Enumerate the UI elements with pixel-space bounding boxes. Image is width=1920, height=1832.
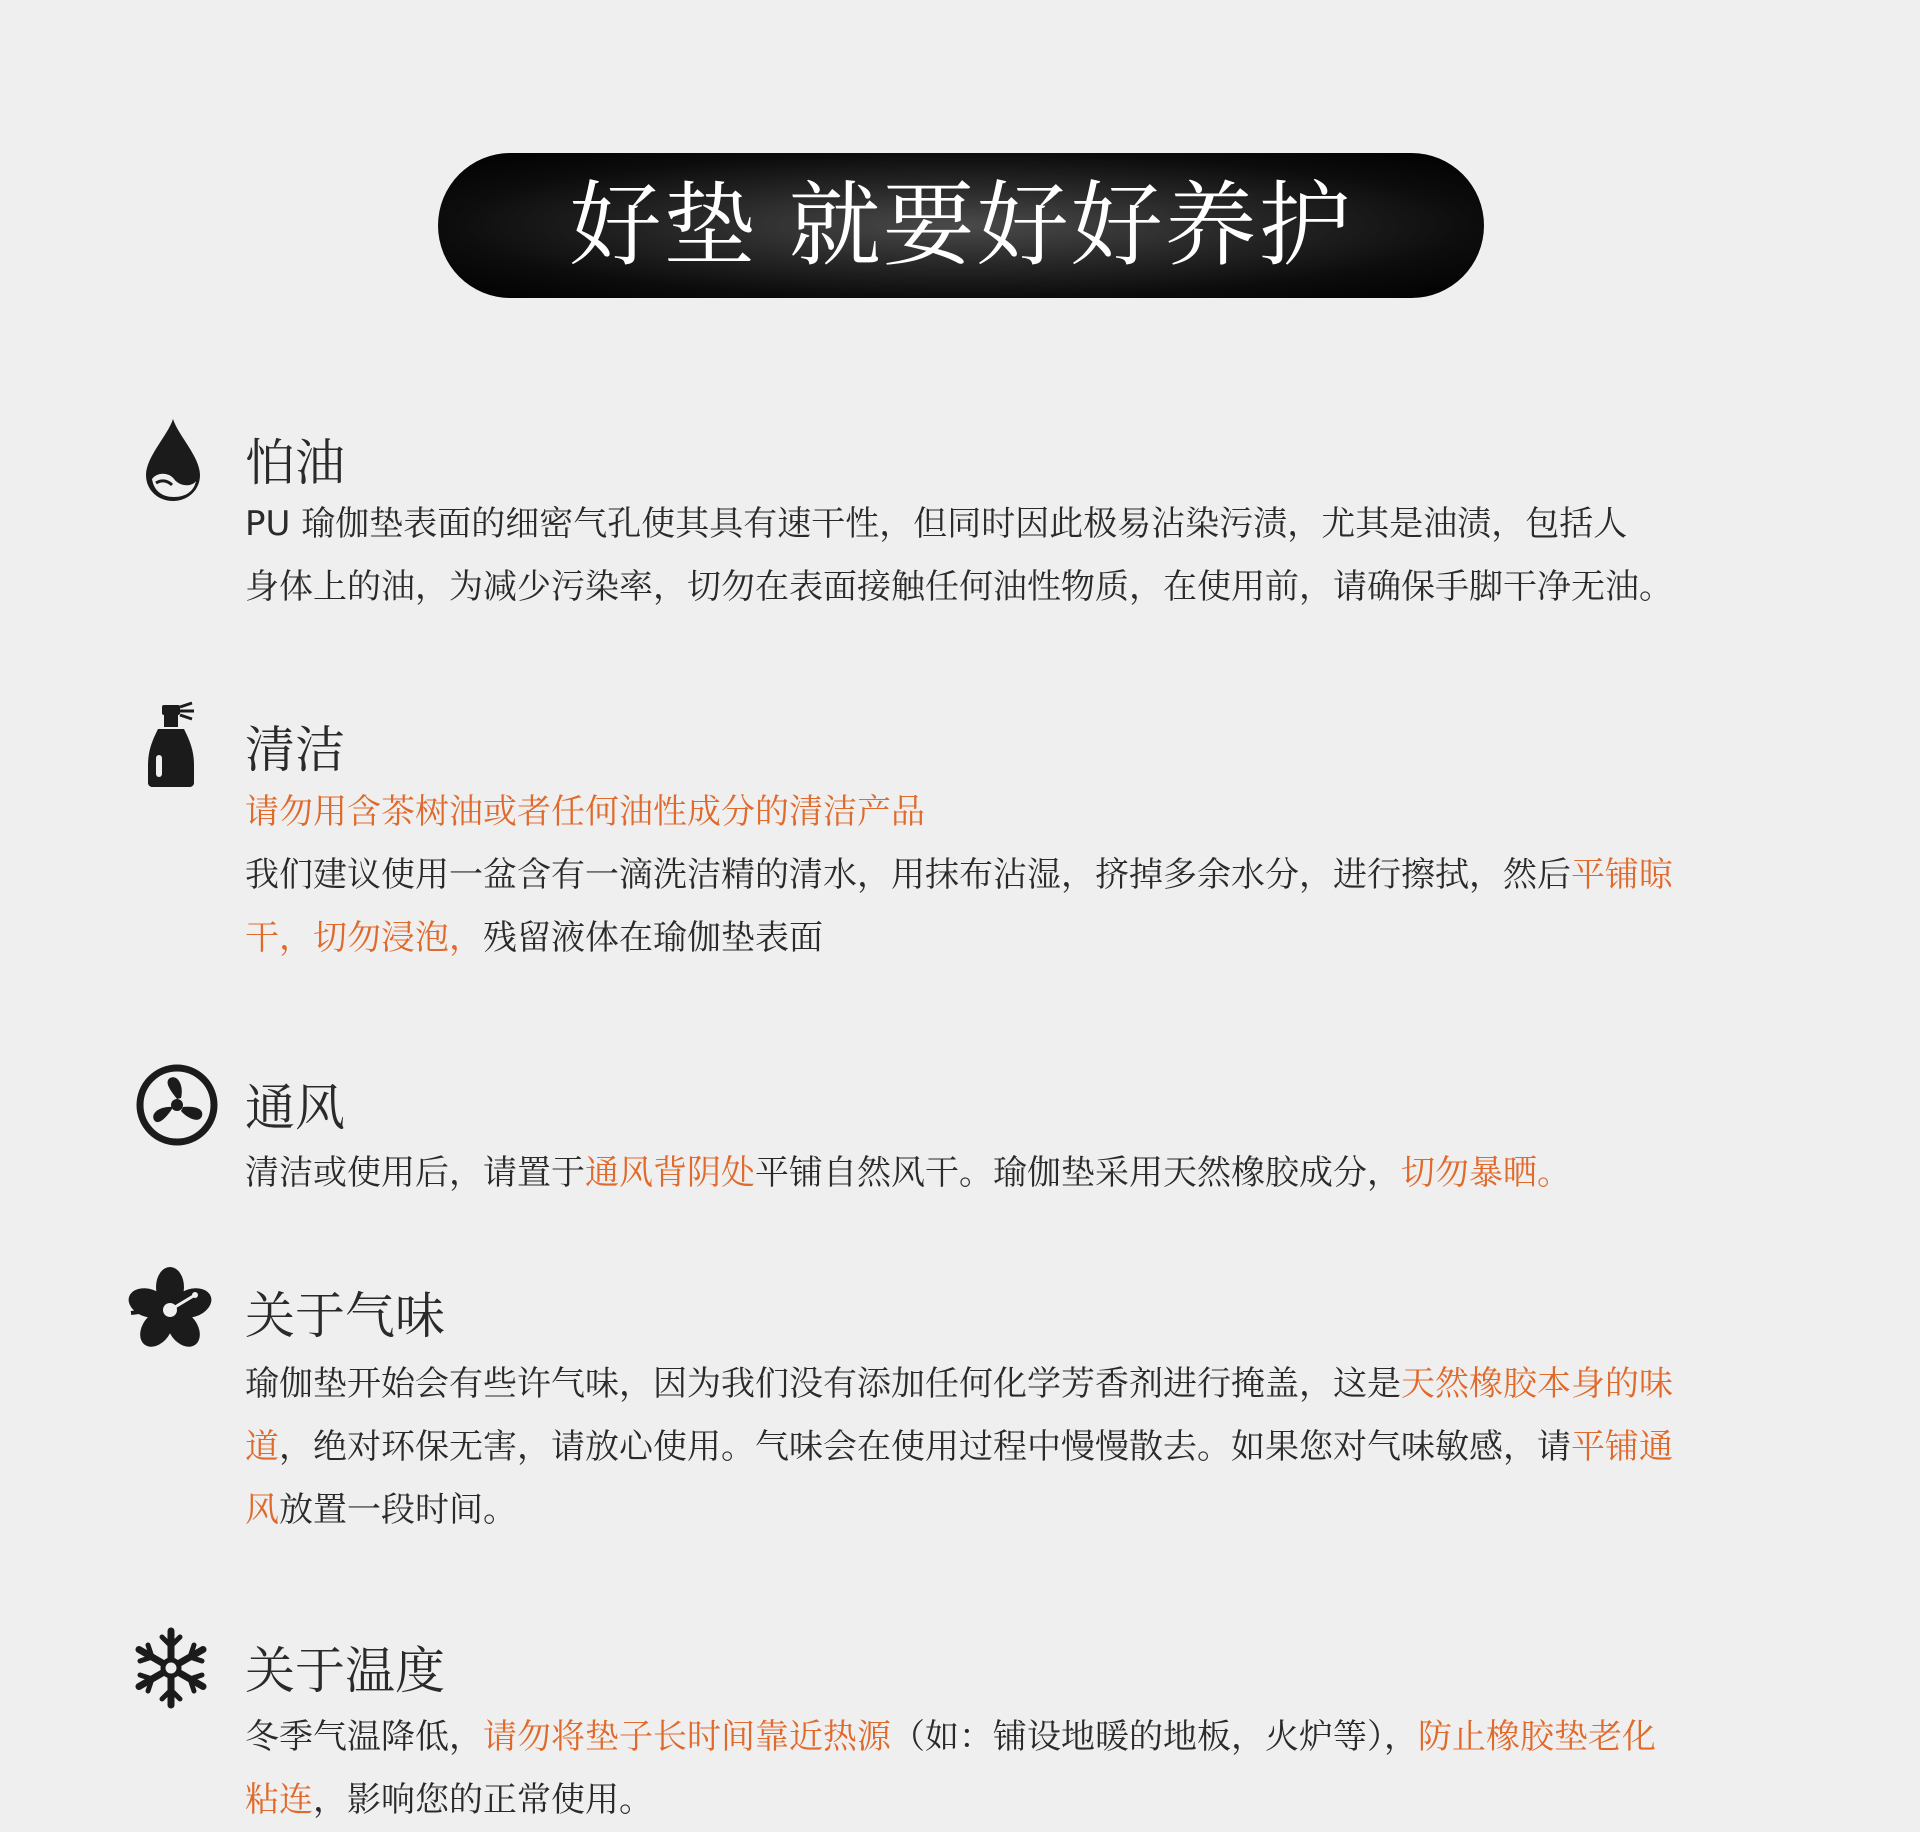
body-text: 我们建议使用一盆含有一滴洗洁精的清水，用抹布沾湿，挤掉多余水分，进行擦拭，然后 [245, 855, 1571, 895]
body-line [245, 844, 1790, 907]
body-text: 瑜伽垫开始会有些许气味，因为我们没有添加任何化学芳香剂进行掩盖，这是 [245, 1364, 1401, 1404]
highlight-text: 平铺通 [1571, 1427, 1673, 1467]
section-heading: 关于气味 [245, 1287, 445, 1345]
body-text: 冬季气温降低， [245, 1717, 483, 1757]
section-heading: 关于温度 [245, 1642, 445, 1700]
title-banner [438, 153, 1484, 298]
highlight-text: 干，切勿浸泡， [245, 918, 483, 958]
body-line [245, 781, 1790, 844]
body-text: 身体上的油，为减少污染率，切勿在表面接触任何油性物质，在使用前，请确保手脚干净无油。 [245, 567, 1673, 607]
oil-drop-icon [128, 413, 218, 503]
flower-icon [125, 1265, 215, 1355]
body-text: （如：铺设地暖的地板，火炉等）， [891, 1717, 1418, 1757]
highlight-text: 防止橡胶垫老化 [1418, 1717, 1656, 1757]
body-line [245, 493, 1790, 556]
spray-bottle-icon [128, 699, 218, 789]
fan-icon [132, 1060, 222, 1150]
section-heading: 清洁 [245, 721, 345, 779]
body-line [245, 1769, 1790, 1832]
warning-text: 请勿用含茶树油或者任何油性成分的清洁产品 [245, 792, 925, 832]
body-text: 平铺自然风干。瑜伽垫采用天然橡胶成分， [755, 1153, 1401, 1193]
highlight-text: 天然橡胶本身的味 [1401, 1364, 1673, 1404]
highlight-text: 道 [245, 1427, 279, 1467]
page-title: 好垫 就要好好养护 [569, 171, 1353, 279]
body-text: ，影响您的正常使用。 [313, 1780, 653, 1820]
body-line [245, 1142, 1790, 1205]
section-body [245, 493, 1790, 619]
highlight-text: 请勿将垫子长时间靠近热源 [483, 1717, 891, 1757]
section-body [245, 1353, 1790, 1542]
body-line [245, 1353, 1790, 1416]
body-line [245, 1416, 1790, 1479]
section-heading: 怕油 [245, 434, 345, 492]
highlight-text: 平铺晾 [1571, 855, 1673, 895]
body-line [245, 907, 1790, 970]
snowflake-icon [126, 1623, 216, 1713]
highlight-text: 切勿暴晒。 [1401, 1153, 1571, 1193]
highlight-text: 通风背阴处 [585, 1153, 755, 1193]
body-text: 放置一段时间。 [279, 1490, 517, 1530]
highlight-text: 风 [245, 1490, 279, 1530]
highlight-text: 粘连 [245, 1780, 313, 1820]
body-text: 清洁或使用后，请置于 [245, 1153, 585, 1193]
section-body [245, 1142, 1790, 1205]
body-text: PU 瑜伽垫表面的细密气孔使其具有速干性，但同时因此极易沾染污渍，尤其是油渍，包括人 [245, 504, 1628, 544]
section-body [245, 1706, 1790, 1832]
body-line [245, 1479, 1790, 1542]
body-text: ，绝对环保无害，请放心使用。气味会在使用过程中慢慢散去。如果您对气味敏感，请 [279, 1427, 1571, 1467]
body-line [245, 556, 1790, 619]
body-text: 残留液体在瑜伽垫表面 [483, 918, 823, 958]
section-body [245, 781, 1790, 970]
body-line [245, 1706, 1790, 1769]
section-heading: 通风 [245, 1079, 345, 1137]
